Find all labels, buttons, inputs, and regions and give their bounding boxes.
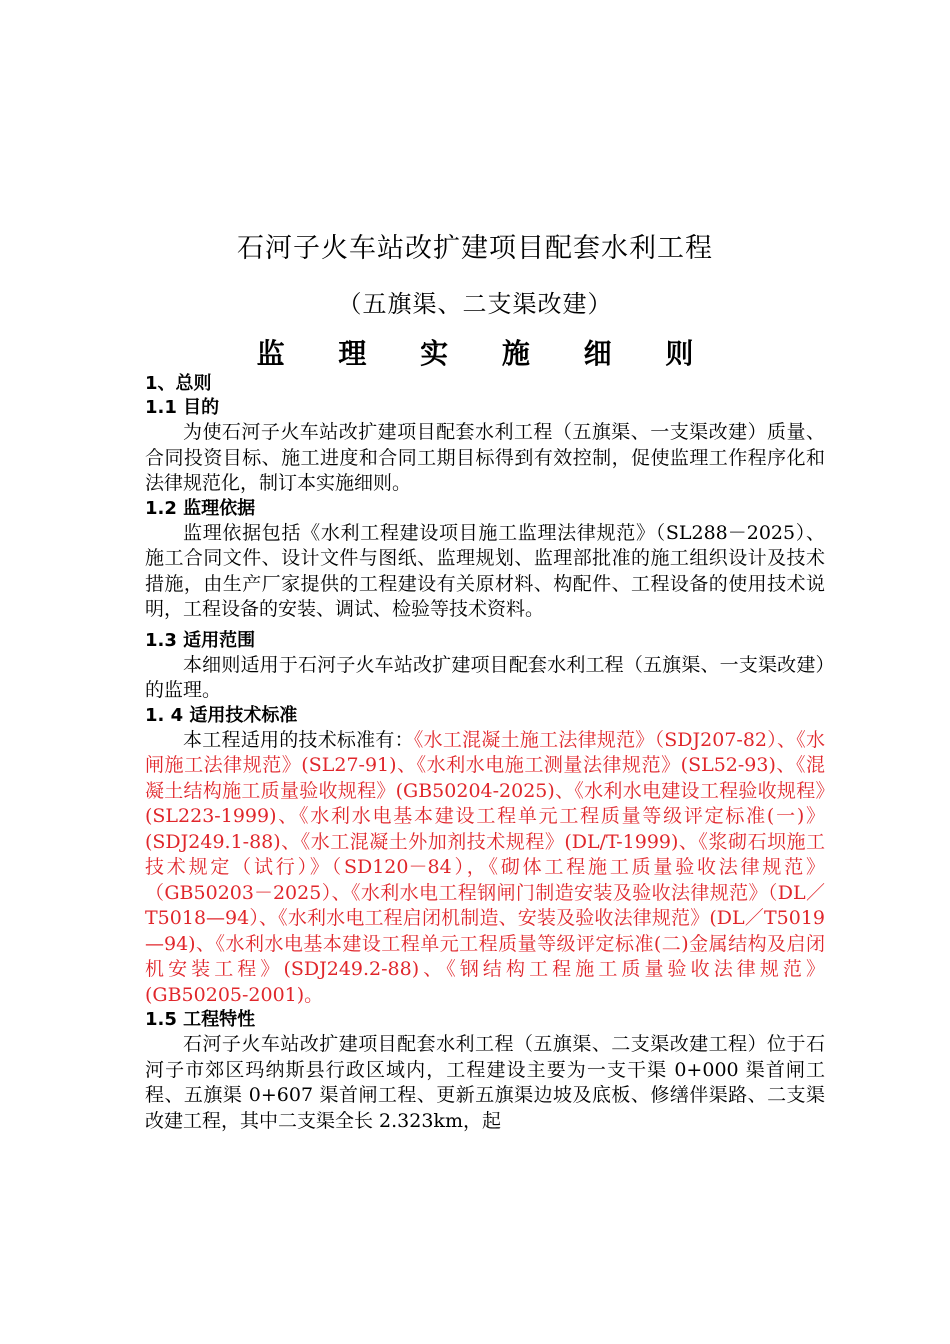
section-heading-characteristics: 1.5 工程特性 bbox=[145, 1009, 256, 1030]
paragraph-basis: 监理依据包括《水利工程建设项目施工监理法律规范》（SL288－2025）、施工合同文件、设计文件与图纸、监理规划、监理部批准的施工组织设计及技术措施，由生产厂家提供的工程建设有关原材料、构配件、工程设备的使用技术说明，工程设备的安装、调试、检验等技术资料。 bbox=[145, 521, 825, 620]
section-heading-scope: 1.3 适用范围 bbox=[145, 629, 256, 651]
standards-intro: 本工程适用的技术标准有： bbox=[183, 728, 414, 751]
paragraph-purpose: 为使石河子火车站改扩建项目配套水利工程（五旗渠、一支渠改建）质量、合同投资目标、施工进度和合同工期目标得到有效控制，促使监理工作程序化和法律规范化，制订本实施细则。 bbox=[145, 421, 825, 494]
document-type-heading: 监 理 实 施 细 则 bbox=[256, 337, 716, 370]
paragraph-characteristics: 石河子火车站改扩建项目配套水利工程（五旗渠、二支渠改建工程）位于石河子市郊区玛纳斯县行政区域内，工程建设主要为一支干渠 0+000 渠首闸工程、五旗渠 0+607 渠首闸工程、更新五旗渠边坡及底板、修缮伴渠路、二支渠改建工程，其中二支渠全长 2.323km，起 bbox=[145, 1033, 825, 1132]
document-subtitle: （五旗渠、二支渠改建） bbox=[337, 290, 613, 318]
document-body bbox=[145, 372, 825, 1134]
paragraph-scope: 本细则适用于石河子火车站改扩建项目配套水利工程（五旗渠、一支渠改建）的监理。 bbox=[145, 653, 825, 701]
section-heading-standards: 1. 4 适用技术标准 bbox=[145, 704, 298, 726]
section-heading-general: 1、总则 bbox=[145, 373, 212, 394]
section-heading-basis: 1.2 监理依据 bbox=[145, 497, 256, 519]
document-title: 石河子火车站改扩建项目配套水利工程 bbox=[237, 233, 713, 264]
standards-list: 《水工混凝土施工法律规范》（SDJ207-82）、《水闸施工法律规范》(SL27-91)、《水利水电施工测量法律规范》(SL52-93)、《混凝土结构施工质量验收规程》(GB50204-2025)、《水利水电建设工程验收规程》(SL223-1999)、《水利水电基本建设工程单元工程质量等级评定标准(一)》(SDJ249.1-88)、《水工混凝土外加剂技术规程》(DL/T-1999)、《浆砌石坝施工技术规定（试行）》（SD120－84），《砌体工程施工质量验收法律规范》（GB50203－2025）、《水利水电工程钢闸门制造安装及验收法律规范》（DL／T5018—94）、《水利水电工程启闭机制造、安装及验收法律规范》(DL／T5019—94)、《水利水电基本建设工程单元工程质量等级评定标准(二)金属结构及启闭机安装工程》(SDJ249.2-88)、《钢结构工程施工质量验收法律规范》(GB50205-2001)。 bbox=[145, 728, 825, 1006]
paragraph-standards bbox=[145, 728, 825, 1009]
section-heading-purpose: 1.1 目的 bbox=[145, 397, 220, 418]
